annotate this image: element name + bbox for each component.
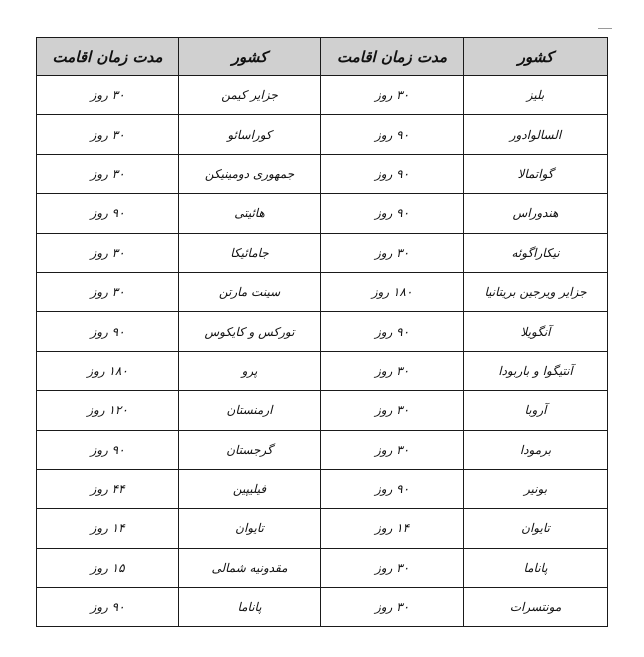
- country-cell: آنگویلا: [464, 312, 608, 351]
- country-cell: بلیز: [464, 76, 608, 115]
- stay-duration-cell: ۱۴ روز: [321, 509, 464, 548]
- stay-duration-cell: ۱۴ روز: [37, 509, 179, 548]
- stay-duration-cell: ۳۰ روز: [37, 154, 179, 193]
- country-cell: جمهوری دومینیکن: [179, 154, 321, 193]
- stay-duration-cell: ۳۰ روز: [37, 233, 179, 272]
- country-cell: تایوان: [464, 509, 608, 548]
- header-stay-duration: مدت زمان اقامت: [321, 38, 464, 76]
- stay-duration-cell: ۱۵ روز: [37, 548, 179, 587]
- country-cell: برمودا: [464, 430, 608, 469]
- table-row: [37, 194, 608, 233]
- country-cell: هائیتی: [179, 194, 321, 233]
- header-country: کشور: [464, 38, 608, 76]
- table-row: [37, 430, 608, 469]
- country-cell: گواتمالا: [464, 154, 608, 193]
- country-cell: پاناما: [179, 588, 321, 627]
- stay-duration-cell: ۳۰ روز: [321, 588, 464, 627]
- stay-duration-cell: ۳۰ روز: [321, 76, 464, 115]
- country-cell: جزایر کیمن: [179, 76, 321, 115]
- stay-duration-cell: ۱۸۰ روز: [37, 351, 179, 390]
- stay-duration-cell: ۳۰ روز: [321, 548, 464, 587]
- table-row: [37, 351, 608, 390]
- table-row: [37, 76, 608, 115]
- header-country: کشور: [179, 38, 321, 76]
- table-row: [37, 548, 608, 587]
- table-row: [37, 312, 608, 351]
- country-cell: نیکاراگوئه: [464, 233, 608, 272]
- stay-duration-cell: ۳۰ روز: [321, 391, 464, 430]
- table-row: [37, 588, 608, 627]
- country-cell: ارمنستان: [179, 391, 321, 430]
- table-row: [37, 272, 608, 311]
- header-row: [37, 38, 608, 76]
- table-row: [37, 115, 608, 154]
- table-row: [37, 233, 608, 272]
- stay-duration-cell: ۱۲۰ روز: [37, 391, 179, 430]
- header-stay-duration: مدت زمان اقامت: [37, 38, 179, 76]
- country-cell: مونتسرات: [464, 588, 608, 627]
- stay-duration-cell: ۹۰ روز: [37, 430, 179, 469]
- country-cell: گرجستان: [179, 430, 321, 469]
- top-rule: [598, 28, 612, 29]
- country-cell: السالوادور: [464, 115, 608, 154]
- stay-duration-cell: ۹۰ روز: [321, 154, 464, 193]
- country-cell: بونیر: [464, 469, 608, 508]
- table-row: [37, 154, 608, 193]
- stay-duration-cell: ۹۰ روز: [321, 115, 464, 154]
- stay-duration-cell: ۹۰ روز: [37, 194, 179, 233]
- country-cell: هندوراس: [464, 194, 608, 233]
- stay-duration-cell: ۹۰ روز: [321, 194, 464, 233]
- country-cell: تایوان: [179, 509, 321, 548]
- country-cell: پرو: [179, 351, 321, 390]
- table-row: [37, 509, 608, 548]
- country-cell: سینت مارتن: [179, 272, 321, 311]
- stay-duration-cell: ۹۰ روز: [37, 588, 179, 627]
- stay-duration-cell: ۳۰ روز: [37, 76, 179, 115]
- stay-duration-cell: ۴۴ روز: [37, 469, 179, 508]
- country-cell: کوراسائو: [179, 115, 321, 154]
- country-cell: آروبا: [464, 391, 608, 430]
- visa-free-table: [36, 37, 608, 627]
- stay-duration-cell: ۳۰ روز: [321, 233, 464, 272]
- country-cell: مقدونیه شمالی: [179, 548, 321, 587]
- country-cell: جزایر ویرجین بریتانیا: [464, 272, 608, 311]
- stay-duration-cell: ۳۰ روز: [321, 430, 464, 469]
- country-cell: فیلیپین: [179, 469, 321, 508]
- country-cell: تورکس و کایکوس: [179, 312, 321, 351]
- stay-duration-cell: ۳۰ روز: [37, 115, 179, 154]
- country-cell: آنتیگوا و باربودا: [464, 351, 608, 390]
- country-cell: پاناما: [464, 548, 608, 587]
- stay-duration-cell: ۹۰ روز: [321, 312, 464, 351]
- stay-duration-cell: ۳۰ روز: [321, 351, 464, 390]
- table-body: [37, 76, 608, 627]
- stay-duration-cell: ۱۸۰ روز: [321, 272, 464, 311]
- country-cell: جامائیکا: [179, 233, 321, 272]
- table-row: [37, 391, 608, 430]
- stay-duration-cell: ۹۰ روز: [321, 469, 464, 508]
- stay-duration-cell: ۳۰ روز: [37, 272, 179, 311]
- table-row: [37, 469, 608, 508]
- stay-duration-cell: ۹۰ روز: [37, 312, 179, 351]
